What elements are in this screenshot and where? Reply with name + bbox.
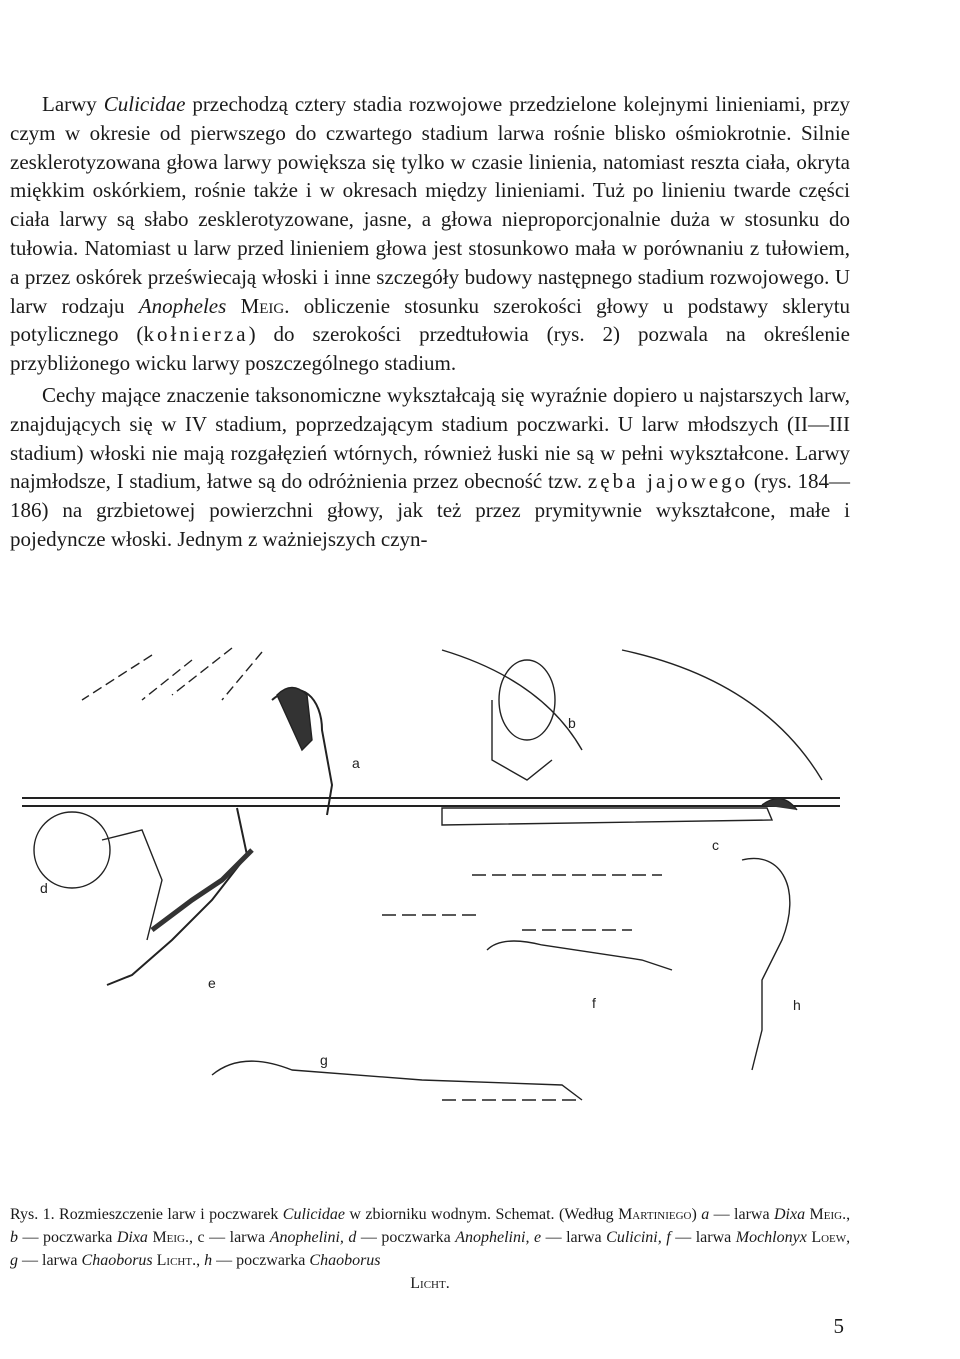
taxon-name: Anophelini, d	[269, 1229, 357, 1246]
caption-text: — larwa	[545, 1229, 602, 1246]
larva-c	[442, 808, 772, 825]
caption-text: , c — larwa	[189, 1229, 266, 1246]
caption-text: ,	[846, 1229, 851, 1246]
spaced-term: zęba jajowego	[587, 469, 749, 494]
figure-letter: e	[533, 1229, 542, 1246]
taxon-name: Mochlonyx	[735, 1229, 807, 1246]
text-run: przechodzą cztery stadia rozwojowe przedzielone kolejnymi linieniami, przy czym w okresie od pierwszego do czwartego stadium larwa rośnie blisko ośmiokrotnie. Silnie zesklerotyzowana głowa larwy powiększa się tylko w czasie linienia, natomiast reszta ciała, okryta miękkim oskórkiem, rośnie także i w okresach między linieniami. Tuż po linieniu twarde części ciała larwy są słabo zesklerotyzowane, jasne, a głowa nieproporcjonalnie duża w stosunku do tułowia. Natomiast u larw przed linieniem głowa jest stosunkowo mała w porównaniu z tułowiem, a przez oskórek przeświecają włoski i inne szczegóły budowy następnego stadium rozwojowego. U larw rodzaju	[10, 92, 851, 318]
author-name: Licht.	[410, 1275, 450, 1292]
caption-text: )	[691, 1206, 697, 1223]
author-name: Meig.	[809, 1206, 847, 1223]
text-run: (rys. 184—186) na grzbietowej powierzchni głowy, jak też przez prymitywnie wykształcone, małe i pojedyncze włoski. Jednym z ważniejszych czyn-	[10, 469, 851, 551]
pupa-h	[742, 858, 790, 1070]
taxon-name: Dixa	[116, 1229, 148, 1246]
figure-letter: h	[204, 1252, 213, 1269]
caption-text: w zbiorniku wodnym. Schemat. (Według	[349, 1206, 614, 1223]
figure-caption	[10, 1203, 850, 1295]
larva-a-body	[277, 688, 312, 751]
page-number: 5	[833, 1314, 844, 1338]
caption-text: — larwa	[713, 1206, 770, 1223]
caption-text: — larwa	[675, 1229, 732, 1246]
caption-text: — poczwarka	[216, 1252, 306, 1269]
figure-letter: b	[10, 1229, 18, 1246]
author-name: Martiniego	[618, 1206, 692, 1223]
label-h: h	[793, 997, 801, 1013]
author-name: Meig.	[152, 1229, 190, 1246]
author-name: Loew	[811, 1229, 847, 1246]
leaf-outline	[82, 648, 262, 700]
figure-illustration	[22, 640, 862, 1140]
spaced-term: kołnierza	[143, 322, 249, 347]
taxon-name: Culicidae	[103, 92, 186, 116]
caption-text: ,	[846, 1206, 851, 1223]
figure-labels	[40, 715, 801, 1068]
caption-text: — poczwarka	[22, 1229, 113, 1246]
body-text	[10, 90, 850, 554]
label-a: a	[352, 755, 360, 771]
taxon-name: Chaoborus	[309, 1252, 381, 1269]
text-run: Larwy	[42, 92, 97, 116]
taxon-name: Culicini, f	[606, 1229, 671, 1246]
larva-g	[212, 1061, 582, 1100]
text-run: obliczenie stosunku szerokości głowy u podstawy sklerytu potylicznego (	[10, 293, 851, 347]
caption-text: — larwa	[22, 1252, 78, 1269]
caption-text: ,	[196, 1252, 201, 1269]
label-b: b	[568, 715, 576, 731]
paragraph-1	[10, 90, 850, 378]
taxon-name: Culicidae	[282, 1206, 345, 1223]
label-f: f	[592, 995, 596, 1011]
pupa-b	[499, 660, 555, 740]
taxon-name: Chaoborus	[81, 1252, 153, 1269]
pupa-d	[34, 812, 110, 888]
text-run: Cechy mające znaczenie taksonomiczne wykształcają się wyraźnie dopiero u najstarszych larw, znajdujących się w IV stadium, poprzedzającym stadium poczwarki. U larw młodszych (II—III stadium) włoski nie mają rozgałęzień wtórnych, również łuski nie są w pełni wykształcone. Larwy najmłodsze, I stadium, łatwe są do odróżnienia przez obecność tzw.	[10, 382, 850, 494]
water-dashes	[382, 875, 662, 1100]
label-c: c	[712, 837, 719, 853]
larva-e	[107, 808, 247, 985]
figure-letter: a	[701, 1206, 710, 1223]
figure-letter: g	[10, 1252, 18, 1269]
taxon-name: Anophelini,	[455, 1229, 530, 1246]
label-d: d	[40, 880, 48, 896]
text-run: ) do szerokości przedtułowia (rys. 2) pozwala na określenie przybliżonego wicku larwy poszczególnego stadium.	[10, 322, 851, 376]
label-g: g	[320, 1052, 328, 1068]
caption-text: — poczwarka	[360, 1229, 451, 1246]
taxon-name: Dixa	[774, 1206, 806, 1223]
leaf-outline	[442, 650, 822, 780]
author-name: Meig.	[240, 293, 290, 318]
pupa-d-tail	[102, 830, 162, 940]
author-name: Licht.	[156, 1252, 197, 1269]
taxon-name: Anopheles	[138, 293, 227, 318]
water-surface	[22, 798, 840, 806]
larva-e-body	[152, 850, 252, 930]
caption-text: Rys. 1. Rozmieszczenie larw i poczwarek	[10, 1206, 279, 1223]
label-e: e	[208, 975, 216, 991]
larva-f	[487, 941, 672, 970]
paragraph-2	[10, 381, 850, 554]
